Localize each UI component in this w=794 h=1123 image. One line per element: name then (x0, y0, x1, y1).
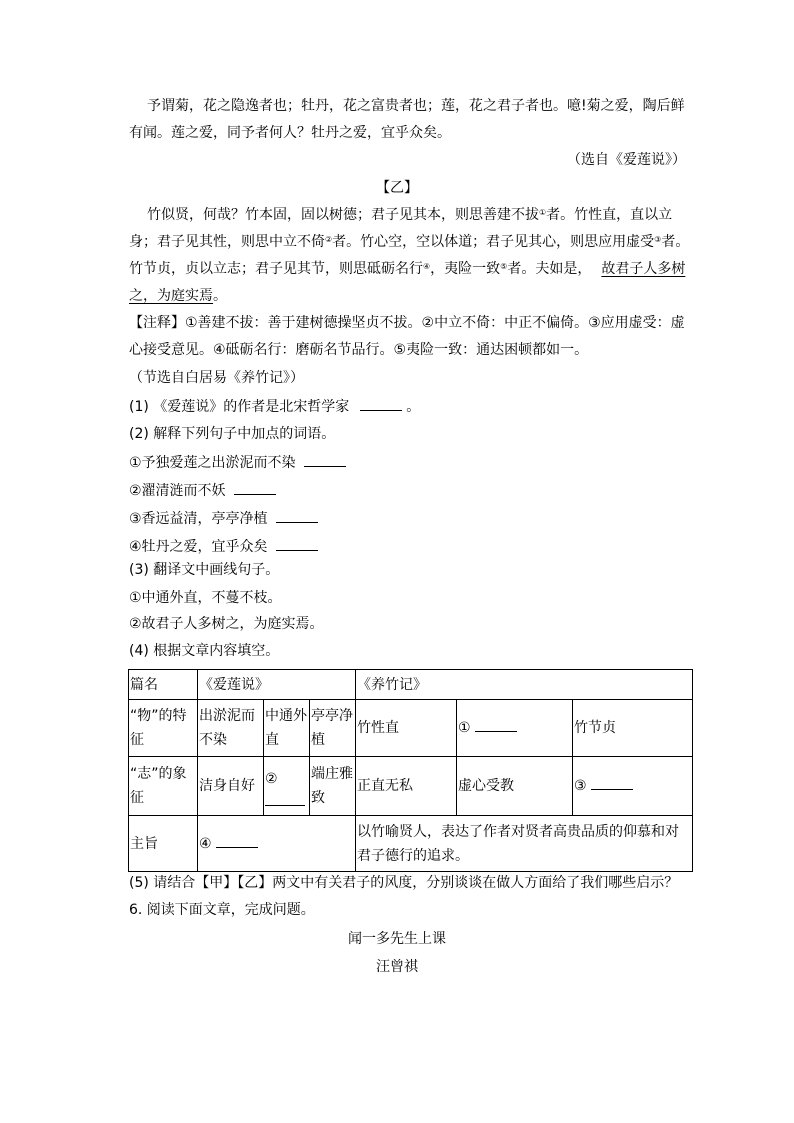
question-3-item-1: ①中通外直，不蔓不枝。 (129, 590, 282, 606)
footnote-marker-2: ② (325, 235, 333, 244)
table-cell-blank-4 (198, 816, 356, 872)
table-cell-theme-label: 主旨 (129, 816, 198, 872)
notes-line-1: 【注释】①善建不拔：善于建树德操坚贞不拔。②中立不倚：中正不偏倚。③应用虚受：虚 (129, 315, 685, 331)
yi-l1-b: 者。竹性直，直以立 (546, 207, 673, 223)
table-cell-wu-label: “物”的特征 (129, 700, 198, 757)
table-cell: 端庄雅致 (310, 757, 356, 816)
table-row (129, 700, 693, 757)
answer-blank-q2-2[interactable] (234, 480, 276, 495)
blank-marker-4: ④ (199, 835, 212, 852)
footnote-marker-1: ① (539, 208, 547, 217)
yi-l3-c: 者。夫如是， (507, 261, 592, 277)
answer-blank-table-3[interactable] (591, 775, 633, 790)
answer-blank-q2-1[interactable] (304, 452, 346, 467)
yi-text-line-1 (147, 205, 672, 225)
blank-marker-3: ③ (574, 778, 587, 794)
answer-blank-table-2[interactable] (265, 791, 305, 806)
jia-text-line-1: 予谓菊，花之隐逸者也；牡丹，花之富贵者也；莲，花之君子者也。噫!菊之爱，陶后鲜 (147, 98, 685, 114)
table-cell: 出淤泥而不染 (198, 700, 264, 757)
table-cell: 虚心受教 (457, 757, 573, 816)
question-2: (2) 解释下列句子中加点的词语。 (129, 426, 336, 442)
yi-heading: 【乙】 (376, 180, 418, 196)
footnote-marker-3: ③ (654, 235, 662, 244)
underlined-sentence-part-2: 之，为庭实焉 (129, 288, 213, 304)
table-cell-blank-3 (573, 757, 693, 816)
question-1 (129, 396, 420, 417)
question-4: (4) 根据文章内容填空。 (129, 643, 280, 659)
fill-in-table (128, 669, 693, 872)
notes-line-2: 心接受意见。④砥砺名行：磨砺名节品行。⑤夷险一致：通达困顿都如一。 (129, 342, 589, 358)
yi-text-line-2 (129, 232, 689, 252)
question-3-item-2: ②故君子人多树之，为庭实焉。 (129, 616, 324, 632)
blank-marker-2: ② (265, 770, 278, 787)
answer-blank-table-4[interactable] (216, 833, 258, 848)
article-author: 汪曾祺 (376, 959, 418, 975)
answer-blank-table-1[interactable] (475, 717, 517, 732)
article-title: 闻一多先生上课 (348, 931, 446, 947)
yi-text-line-4 (129, 286, 227, 306)
yi-l4-end: 。 (213, 288, 227, 304)
question-1-end: 。 (406, 399, 421, 415)
question-1-text: (1) 《爱莲说》的作者是北宋哲学家 (129, 399, 350, 415)
table-cell-theme-text: 以竹喻贤人，表达了作者对贤者高贵品质的仰慕和对君子德行的追求。 (356, 816, 693, 872)
table-cell-blank-1 (457, 700, 573, 757)
table-cell: 正直无私 (356, 757, 457, 816)
question-2-item-3-text: ③香远益清，亭亭净植 (129, 511, 268, 527)
table-cell-title-label: 篇名 (129, 670, 198, 700)
table-cell: 洁身自好 (198, 757, 264, 816)
yi-text-line-3 (129, 259, 685, 279)
question-2-item-4 (129, 536, 318, 557)
answer-blank-q2-4[interactable] (276, 536, 318, 551)
table-cell-zhi-label: “志”的象征 (129, 757, 198, 816)
yi-l3-b: ，夷险一致 (430, 261, 501, 277)
question-2-item-2-text: ②濯清涟而不妖 (129, 483, 226, 499)
question-2-item-1-text: ①予独爱莲之出淤泥而不染 (129, 455, 296, 471)
table-cell: 竹节贞 (573, 700, 693, 757)
yi-source: （节选自白居易《养竹记》） (129, 370, 304, 386)
question-3: (3) 翻译文中画线句子。 (129, 562, 280, 578)
table-cell: 中通外直 (264, 700, 310, 757)
yi-l2-b: 者。竹心空，空以体道；君子见其心，则思应用虚受 (332, 234, 655, 250)
yi-l2-a: 身；君子见其性，则思中立不倚 (129, 234, 325, 250)
table-cell-blank-2 (264, 757, 310, 816)
table-row (129, 757, 693, 816)
question-2-item-3 (129, 508, 318, 529)
table-cell: 亭亭净植 (310, 700, 356, 757)
blank-marker-1: ① (458, 720, 471, 736)
question-2-item-1 (129, 452, 346, 473)
answer-blank-q1[interactable] (360, 396, 402, 411)
question-5: (5) 请结合【甲】【乙】两文中有关君子的风度，分别谈谈在做人方面给了我们哪些启示？ (129, 875, 679, 891)
footnote-marker-4: ④ (423, 262, 431, 271)
yi-l1-a: 竹似贤，何哉？竹本固，固以树德；君子见其本，则思善建不拔 (147, 207, 539, 223)
question-2-item-4-text: ④牡丹之爱，宜乎众矣 (129, 539, 268, 555)
table-cell-ailian: 《爱莲说》 (198, 670, 356, 700)
table-cell: 竹性直 (356, 700, 457, 757)
table-row (129, 670, 693, 700)
table-cell-yangzhu: 《养竹记》 (356, 670, 693, 700)
table-row (129, 816, 693, 872)
yi-l2-c: 者。 (661, 234, 690, 250)
question-6: 6. 阅读下面文章，完成问题。 (129, 902, 315, 918)
question-2-item-2 (129, 480, 276, 501)
footnote-marker-5: ⑤ (500, 262, 508, 271)
yi-l3-a: 竹节贞，贞以立志；君子见其节，则思砥砺名行 (129, 261, 423, 277)
jia-text-line-2: 有闻。莲之爱，同予者何人？牡丹之爱，宜乎众矣。 (129, 125, 451, 141)
answer-blank-q2-3[interactable] (276, 508, 318, 523)
underlined-sentence-part-1: 故君子人多树 (601, 261, 686, 277)
jia-source: （选自《爱莲说》） (567, 152, 686, 168)
